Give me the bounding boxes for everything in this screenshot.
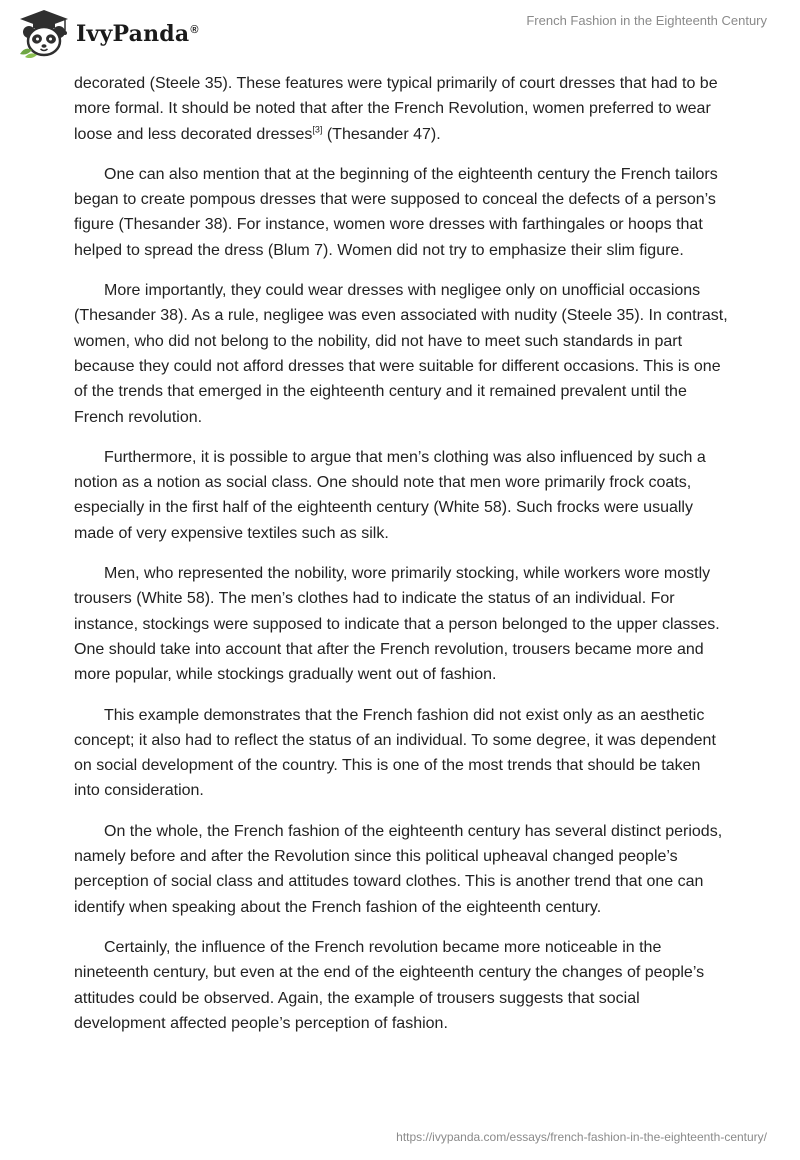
page-header	[0, 0, 800, 70]
footnote-ref[interactable]: [3]	[312, 124, 323, 135]
panda-graduate-icon	[16, 8, 72, 58]
registered-mark: ®	[190, 23, 199, 36]
paragraph-1-citation: (Thesander 47).	[322, 125, 441, 143]
paragraph-6: This example demonstrates that the French fashion did not exist only as an aesthetic concept; it also had to reflect the status of an individual. To some degree, it was dependent on social development of the country. This is one of the most trends that should be taken into consideration.	[74, 706, 716, 800]
paragraph-7: On the whole, the French fashion of the eighteenth century has several distinct periods, namely before and after the Revolution since this political upheaval changed people’s perception of social class and attitudes toward clothes. This is another trend that one can identify when speaking about the French fashion of the eighteenth century.	[74, 822, 723, 916]
paragraph-1-text: decorated (Steele 35). These features were typical primarily of court dresses that had to be more formal. It should be noted that after the French Revolution, women preferred to wear loose and less decorated dresses	[74, 75, 718, 143]
paragraph-2: One can also mention that at the beginning of the eighteenth century the French tailors began to create pompous dresses that were supposed to conceal the defects of a person’s figure (Thesander 38). For instance, women wore dresses with farthingales or hoops that helped to spread the dress (Blum 7). Women did not try to emphasize their slim figure.	[74, 165, 718, 259]
brand-name: IvyPanda®	[76, 21, 199, 47]
source-url[interactable]: https://ivypanda.com/essays/french-fashion-in-the-eighteenth-century/	[396, 1130, 767, 1144]
paragraph-1	[74, 71, 730, 147]
paragraph-8: Certainly, the influence of the French revolution became more noticeable in the nineteenth century, but even at the end of the eighteenth century the changes of people’s attitudes could be observed. Again, the example of trousers suggests that social development affected people’s perception of fashion.	[74, 938, 705, 1032]
paragraph-4: Furthermore, it is possible to argue that men’s clothing was also influenced by such a notion as a notion as social class. One should note that men wore primarily frock coats, especially in the first half of the eighteenth century (White 58). Such frocks were usually made of very expensive textiles such as silk.	[74, 448, 706, 542]
document-title: French Fashion in the Eighteenth Century	[526, 13, 767, 28]
brand-logo[interactable]	[16, 8, 199, 58]
paragraph-5: Men, who represented the nobility, wore primarily stocking, while workers wore mostly trousers (White 58). The men’s clothes had to indicate the status of an individual. For instance, stockings were supposed to indicate that a person belonged to the upper classes. One should take into account that after the French revolution, trousers became more and more popular, while stockings gradually went out of fashion.	[74, 565, 720, 684]
paragraph-3: More importantly, they could wear dresses with negligee only on unofficial occasions (Thesander 38). As a rule, negligee was even associated with nudity (Steele 35). In contrast, women, who did not belong to the nobility, did not have to meet such standards in part because they could not afford dresses that were suitable for different occasions. This is one of the trends that emerged in the eighteenth century and it remained prevalent until the French revolution.	[74, 282, 728, 426]
essay-body	[74, 71, 730, 1051]
